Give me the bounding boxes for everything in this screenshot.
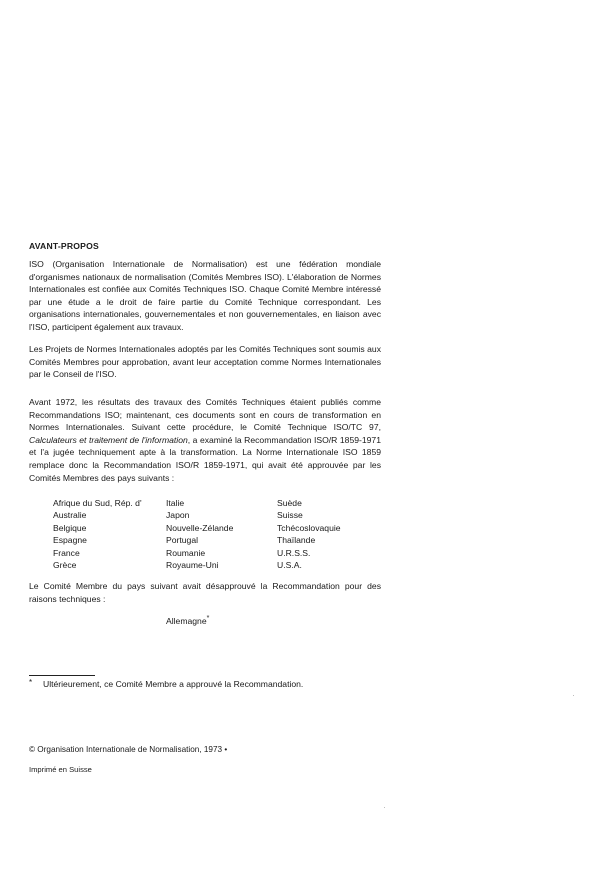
country-column-1	[53, 497, 142, 571]
country-column-3	[277, 497, 341, 571]
disapproving-country-name: Allemagne	[166, 616, 207, 626]
approving-countries	[53, 497, 373, 575]
country-item: Tchécoslovaquie	[277, 522, 341, 533]
paragraph-intro: ISO (Organisation Internationale de Normalisation) est une fédération mondiale d'organismes nationaux de normalisation (Comités Membres ISO). L'élaboration de Normes Internationales est confiée aux Comités Techniques ISO. Chaque Comité Membre intéressé par une étude a le droit de faire partie du Comité Technique correspondant. Les organisations internationales, gouvernementales et non gouvernementales, en liaison avec l'ISO, participent également aux travaux.	[29, 259, 381, 332]
footnote-reference: *	[206, 615, 210, 623]
footnote	[29, 678, 303, 691]
committee-title: Calculateurs et traitement de l'information	[29, 434, 188, 445]
disapproving-country	[166, 615, 209, 628]
footnote-text: Ultérieurement, ce Comité Membre a approuvé la Recommandation.	[43, 679, 304, 689]
country-column-2	[166, 497, 233, 571]
footnote-marker: *	[29, 678, 33, 687]
country-item: Royaume-Uni	[166, 559, 219, 570]
country-item: Thaïlande	[277, 535, 316, 546]
copyright-notice: © Organisation Internationale de Normalisation, 1973 •	[29, 745, 228, 754]
printed-in: Imprimé en Suisse	[29, 765, 92, 774]
country-item: Afrique du Sud, Rép. d'	[53, 498, 142, 508]
country-item: Belgique	[53, 522, 87, 533]
paragraph-history	[29, 396, 381, 484]
country-item: Espagne	[53, 535, 87, 546]
country-item: U.R.S.S.	[277, 547, 311, 558]
page-title: AVANT-PROPOS	[29, 241, 99, 251]
country-item: U.S.A.	[277, 559, 302, 570]
country-item: Australie	[53, 510, 87, 521]
scan-speck	[384, 807, 385, 808]
country-item: Roumanie	[166, 547, 206, 558]
paragraph-disapproval: Le Comité Membre du pays suivant avait désapprouvé la Recommandation pour des raisons techniques :	[29, 581, 381, 604]
paragraph-history-text-end: , a examiné la Recommandation ISO/R 1859-1971 et l'a jugée techniquement apte à la transformation. La Norme Internationale ISO 1859 remplace donc la Recommandation ISO/R 1859-1971, qui avait été approuvée par les Comités Membres des pays suivants :	[29, 434, 381, 483]
country-item: France	[53, 547, 80, 558]
country-item: Grèce	[53, 559, 77, 570]
country-item: Japon	[166, 510, 190, 521]
scan-speck	[573, 695, 574, 696]
paragraph-projects: Les Projets de Normes Internationales adoptés par les Comités Techniques sont soumis aux Comités Membres pour approbation, avant leur acceptation comme Normes Internationales par le Conseil de l'ISO.	[29, 344, 381, 380]
country-item: Italie	[166, 498, 185, 508]
footnote-divider	[29, 675, 95, 676]
paragraph-history-text: Avant 1972, les résultats des travaux des Comités Techniques étaient publiés comme Recommandations ISO; maintenant, ces documents sont en cours de transformation en Normes Internationales. Suivant cette procédure, le Comité Technique ISO/TC 97,	[29, 397, 381, 433]
country-item: Suède	[277, 498, 302, 508]
country-item: Suisse	[277, 510, 303, 521]
country-item: Portugal	[166, 535, 199, 546]
country-item: Nouvelle-Zélande	[166, 522, 234, 533]
